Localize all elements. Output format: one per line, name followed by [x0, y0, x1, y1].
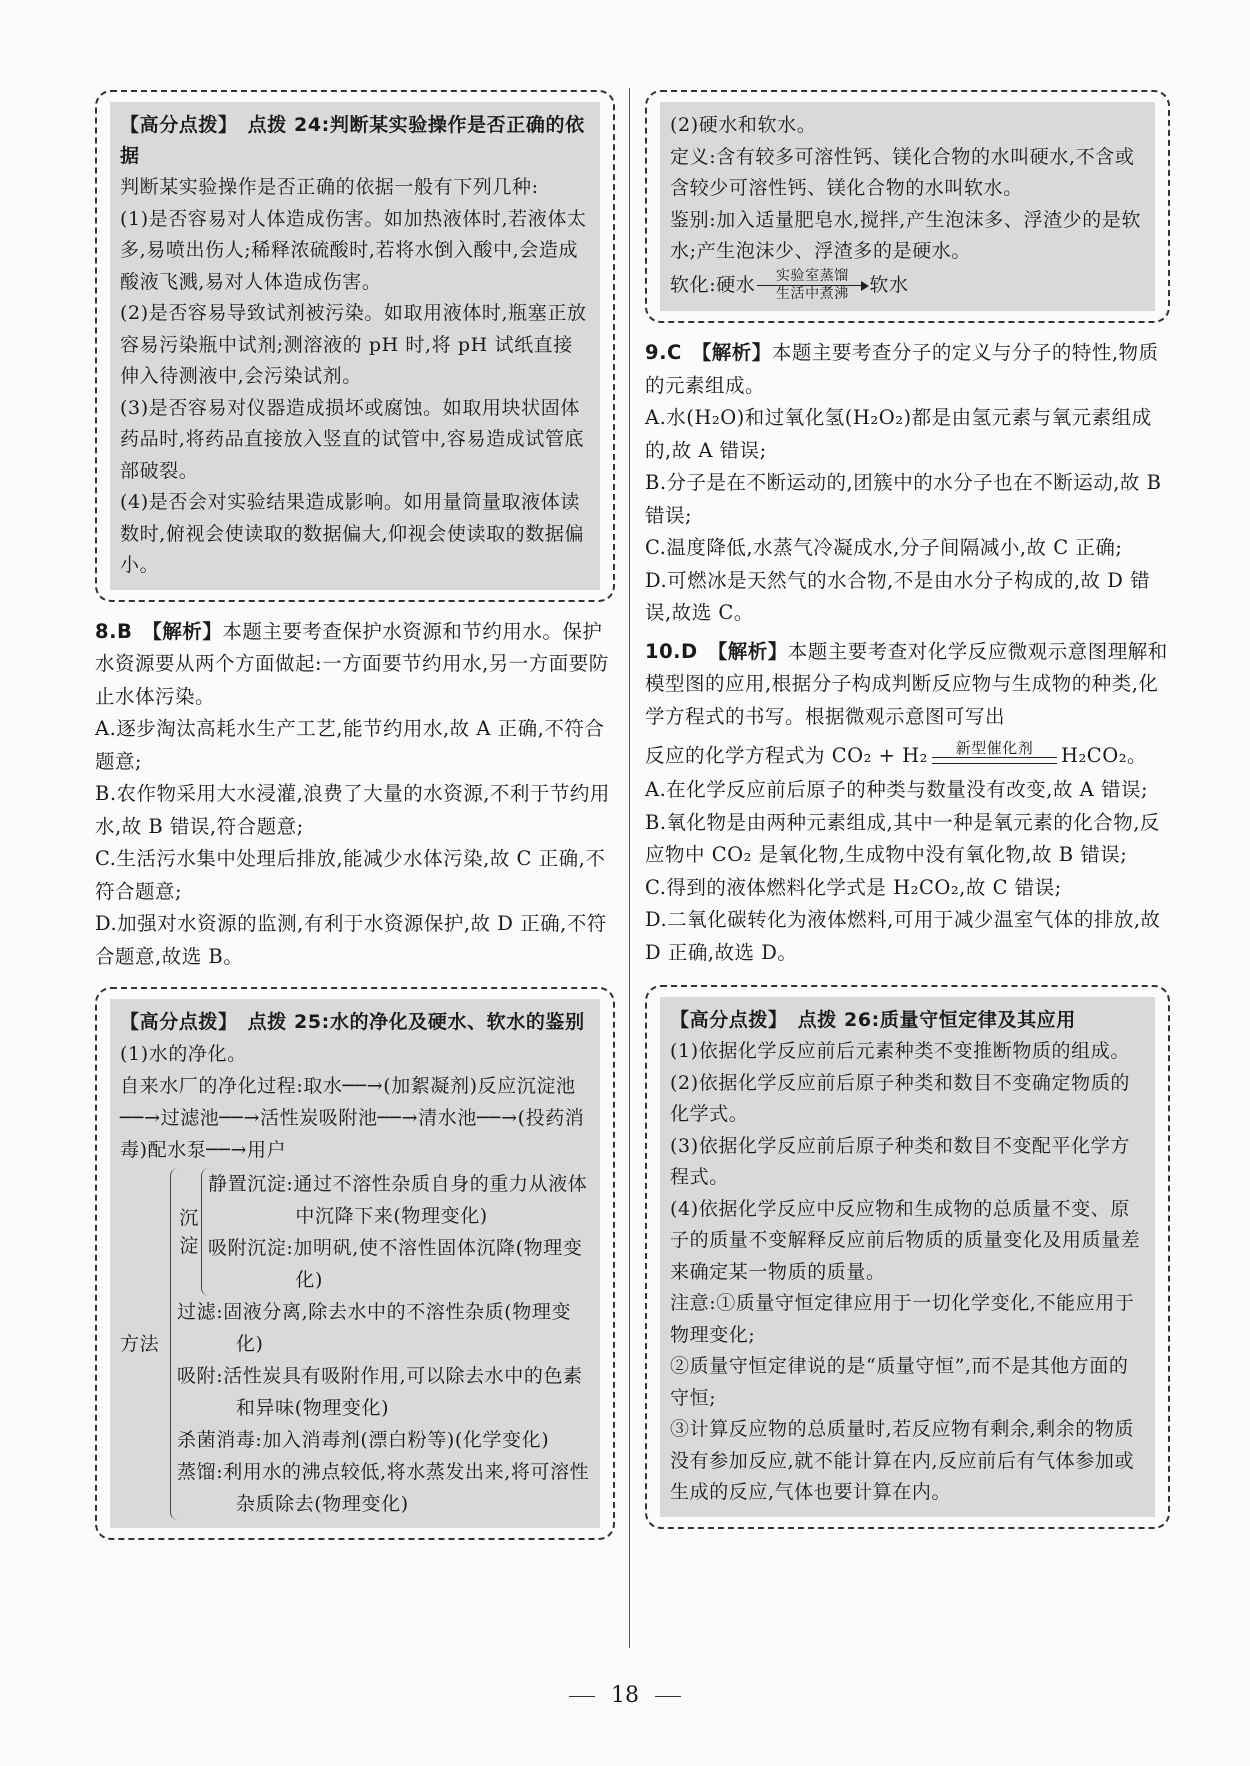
method-tree: [120, 1168, 590, 1520]
option-c: C.生活污水集中处理后排放,能减少水体污染,故 C 正确,不符合题意;: [95, 847, 606, 903]
tip-line: (2)依据化学反应前后原子种类和数目不变确定物质的化学式。: [670, 1071, 1130, 1125]
question-8: 8.B 【解析】本题主要考查保护水资源和节约用水。保护水资源要从两个方面做起:一方面要节约用水,另一方面要防止水体污染。 A.逐步淘汰高耗水生产工艺,能节约用水,故 A 正确,不符合题意; B.农作物采用大水浸灌,浪费了大量的水资源,不利于节约用水,故 B 错误,符合题意; C.生活污水集中处理后排放,能减少水体污染,故 C 正确,不符合题意; D.加强对水资源的监测,有利于水资源保护,故 D 正确,不符合题意,故选 B。: [95, 616, 615, 974]
question-number: 9.C: [645, 341, 682, 364]
tip-box-24: [95, 90, 615, 602]
tip-line: 判断某实验操作是否正确的依据一般有下列几种:: [120, 176, 539, 198]
method-item: 杀菌消毒:加入消毒剂(漂白粉等)(化学变化): [177, 1429, 550, 1451]
tip-title: 【高分点拨】 点拨 24:判断某实验操作是否正确的依据: [120, 114, 585, 167]
purification-process: 自来水厂的净化过程:取水──→(加絮凝剂)反应沉淀池──→过滤池──→活性炭吸附池──→清水池──→(投药消毒)配水泵──→用户: [120, 1075, 585, 1161]
softening-method: 软化:硬水 实验室蒸馏 生活中煮沸 软水: [670, 267, 909, 302]
chemical-equation: 反应的化学方程式为 CO₂ + H₂ 新型催化剂 H₂CO₂。: [645, 739, 1170, 774]
option-b: B.分子是在不断运动的,团簇中的水分子也在不断运动,故 B 错误;: [645, 471, 1162, 527]
catalyst-arrow: 新型催化剂: [932, 739, 1057, 774]
tip-line: (2)是否容易导致试剂被污染。如取用液体时,瓶塞正放容易污染瓶中试剂;测溶液的 pH 时,将 pH 试纸直接伸入待测液中,会污染试剂。: [120, 302, 587, 387]
method-item: 吸附:活性炭具有吸附作用,可以除去水中的色素和异味(物理变化): [177, 1365, 583, 1419]
option-c: C.得到的液体燃料化学式是 H₂CO₂,故 C 错误;: [645, 875, 1062, 899]
method-item: 蒸馏:利用水的沸点较低,将水蒸发出来,将可溶性杂质除去(物理变化): [177, 1461, 590, 1515]
sedimentation-group: [177, 1168, 590, 1296]
tip-subheading: (1)水的净化。: [120, 1043, 247, 1065]
sedimentation-label: 沉 淀: [179, 1207, 199, 1257]
tip-subheading: (2)硬水和软水。: [670, 114, 817, 136]
tip-line: ②质量守恒定律说的是“质量守恒”,而不是其他方面的守恒;: [670, 1355, 1129, 1409]
tip-title: 【高分点拨】 点拨 25:水的净化及硬水、软水的鉴别: [120, 1011, 585, 1033]
page-footer: [0, 1683, 1250, 1708]
question-10: 10.D 【解析】本题主要考查对化学反应微观示意图理解和模型图的应用,根据分子构成判断反应物与生成物的种类,化学方程式的书写。根据微观示意图可写出 反应的化学方程式为 CO₂ + H₂ 新型催化剂 H₂CO₂。 A.在化学反应前后原子的种类与数量没有改变,故 A 错误; B.氧化物是由两种元素组成,其中一种是氧元素的化合物,反应物中 CO₂ 是氧化物,生成物中没有氧化物,故 B 错误; C.得到的液体燃料化学式是 H₂CO₂,故 C 错误; D.二氧化碳转化为液体燃料,可用于减少温室气体的排放,故 D 正确,故选 D。: [645, 636, 1170, 970]
page-number: 18: [611, 1683, 639, 1708]
tip-line: (3)是否容易对仪器造成损坏或腐蚀。如取用块状固体药品时,将药品直接放入竖直的试管中,容易造成试管底部破裂。: [120, 396, 585, 482]
option-d: D.二氧化碳转化为液体燃料,可用于减少温室气体的排放,故 D 正确,故选 D。: [645, 908, 1161, 964]
analysis-tag: 【解析】: [707, 639, 788, 663]
analysis-tag: 【解析】: [142, 619, 223, 643]
hard-water-definition: 定义:含有较多可溶性钙、镁化合物的水叫硬水,不含或含较少可溶性钙、镁化合物的水叫软水。: [670, 145, 1135, 199]
softening-arrow: 实验室蒸馏 生活中煮沸: [757, 268, 867, 304]
method-item: 吸附沉淀:加明矾,使不溶性固体沉降(物理变化): [208, 1237, 583, 1291]
analysis-tag: 【解析】: [691, 341, 772, 364]
question-9: 9.C 【解析】本题主要考查分子的定义与分子的特性,物质的元素组成。 A.水(H₂O)和过氧化氢(H₂O₂)都是由氢元素与氧元素组成的,故 A 错误; B.分子是在不断运动的,团簇中的水分子也在不断运动,故 B 错误; C.温度降低,水蒸气冷凝成水,分子间隔减小,故 C 正确; D.可燃冰是天然气的水合物,不是由水分子构成的,故 D 错误,故选 C。: [645, 337, 1170, 630]
tip-box-25: [95, 987, 615, 1540]
tip-line: (4)是否会对实验结果造成影响。如用量筒量取液体读数时,俯视会使读取的数据偏大,仰视会使读取的数据偏小。: [120, 491, 585, 576]
option-a: A.逐步淘汰高耗水生产工艺,能节约用水,故 A 正确,不符合题意;: [95, 717, 605, 773]
question-number: 10.D: [645, 639, 698, 663]
tip-line: (4)依据化学反应中反应物和生成物的总质量不变、原子的质量不变解释反应前后物质的质量变化及用质量差来确定某一物质的质量。: [670, 1197, 1141, 1283]
option-d: D.加强对水资源的监测,有利于水资源保护,故 D 正确,不符合题意,故选 B。: [95, 912, 607, 968]
method-label: 方法: [120, 1333, 160, 1355]
left-column: [95, 90, 615, 1540]
tip-line: (1)依据化学反应前后元素种类不变推断物质的组成。: [670, 1040, 1130, 1062]
hard-soft-water-box: [645, 90, 1170, 323]
option-c: C.温度降低,水蒸气冷凝成水,分子间隔减小,故 C 正确;: [645, 536, 1123, 559]
tip-box-26: [645, 985, 1170, 1529]
identification-method: 鉴别:加入适量肥皂水,搅拌,产生泡沫多、浮渣少的是软水;产生泡沫少、浮渣多的是硬水。: [670, 208, 1142, 262]
question-number: 8.B: [95, 619, 133, 643]
option-a: A.水(H₂O)和过氧化氢(H₂O₂)都是由氢元素与氧元素组成的,故 A 错误;: [645, 406, 1152, 462]
tip-title: 【高分点拨】 点拨 26:质量守恒定律及其应用: [670, 1009, 1076, 1031]
option-b: B.氧化物是由两种元素组成,其中一种是氧元素的化合物,反应物中 CO₂ 是氧化物,生成物中没有氧化物,故 B 错误;: [645, 810, 1160, 866]
tip-line: 注意:①质量守恒定律应用于一切化学变化,不能应用于物理变化;: [670, 1292, 1135, 1346]
right-column: [645, 90, 1170, 1529]
option-d: D.可燃冰是天然气的水合物,不是由水分子构成的,故 D 错误,故选 C。: [645, 568, 1151, 624]
tip-line: ③计算反应物的总质量时,若反应物有剩余,剩余的物质没有参加反应,就不能计算在内,反应前后有气体参加或生成的反应,气体也要计算在内。: [670, 1418, 1135, 1503]
method-item: 过滤:固液分离,除去水中的不溶性杂质(物理变化): [177, 1301, 572, 1355]
tip-line: (3)依据化学反应前后原子种类和数目不变配平化学方程式。: [670, 1134, 1130, 1188]
tip-line: (1)是否容易对人体造成伤害。如加热液体时,若液体太多,易喷出伤人;稀释浓硫酸时,若将水倒入酸中,会造成酸液飞溅,易对人体造成伤害。: [120, 207, 587, 293]
method-item: 静置沉淀:通过不溶性杂质自身的重力从液体中沉降下来(物理变化): [208, 1173, 588, 1227]
option-a: A.在化学反应前后原子的种类与数量没有改变,故 A 错误;: [645, 778, 1149, 801]
option-b: B.农作物采用大水浸灌,浪费了大量的水资源,不利于节约用水,故 B 错误,符合题意;: [95, 782, 610, 838]
column-divider: [629, 88, 630, 1648]
